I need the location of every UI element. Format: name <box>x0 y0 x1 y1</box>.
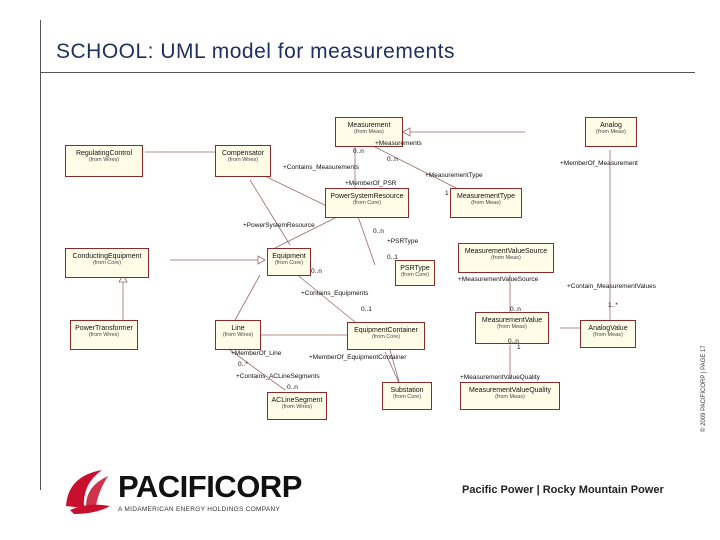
class-package: (from Meas) <box>497 324 527 330</box>
class-name: PowerSystemResource <box>330 193 404 200</box>
label-multiplicity: 0..n <box>287 384 298 391</box>
class-name: MeasurementValueQuality <box>469 387 551 394</box>
label-member-of-line: +MemberOf_Line <box>231 350 282 357</box>
class-name: MeasurementValueSource <box>464 248 548 255</box>
class-name: Measurement <box>347 122 391 129</box>
class-package: (from Meas) <box>491 255 521 261</box>
class-name: Equipment <box>272 253 306 260</box>
uml-class-line <box>215 320 261 350</box>
frame-vertical-line <box>40 20 41 490</box>
class-package: (from Core) <box>392 394 422 400</box>
class-name: Compensator <box>221 150 265 157</box>
logo-wordmark: PACIFICORP <box>118 469 302 504</box>
class-name: RegulatingControl <box>75 150 133 157</box>
class-name: MeasurementType <box>457 193 515 200</box>
label-multiplicity: 1 <box>445 190 449 197</box>
class-name: PSRType <box>400 265 430 272</box>
class-package: (from Meas) <box>471 200 501 206</box>
uml-class-measurement-type <box>450 188 522 218</box>
class-name: EquipmentContainer <box>354 327 418 334</box>
class-package: (from Wires) <box>227 157 259 163</box>
uml-class-compensator <box>215 145 271 177</box>
uml-class-equipment-container <box>347 322 425 350</box>
label-measurement-value-source: +MeasurementValueSource <box>458 276 539 283</box>
class-name: PowerTransformer <box>75 325 133 332</box>
uml-class-power-transformer <box>70 320 138 350</box>
label-multiplicity: 0..1 <box>361 306 372 313</box>
logo-mark-icon <box>62 466 114 518</box>
uml-class-regulating-control <box>65 145 143 177</box>
class-package: (from Core) <box>352 200 382 206</box>
uml-class-psr-type <box>395 260 435 286</box>
label-multiplicity: 0..n <box>508 338 519 345</box>
label-contain-measurement-values: +Contain_MeasurementValues <box>567 283 656 290</box>
label-multiplicity: 0..n <box>387 156 398 163</box>
class-name: MeasurementValue <box>481 317 543 324</box>
class-name: ACLineSegment <box>271 397 323 404</box>
label-contains-equipments: +Contains_Equipments <box>301 290 369 297</box>
class-name: ConductingEquipment <box>72 253 142 260</box>
uml-class-measurement-value-source <box>458 243 554 273</box>
class-name: Line <box>231 325 245 332</box>
pacificorp-logo <box>62 466 312 526</box>
uml-class-power-system-resource <box>325 188 409 218</box>
brand-names: Pacific Power | Rocky Mountain Power <box>462 484 664 496</box>
label-multiplicity: 1 <box>517 344 521 351</box>
uml-class-analog-value <box>580 320 636 348</box>
label-member-of-psr: +MemberOf_PSR <box>345 180 397 187</box>
class-package: (from Meas) <box>596 129 626 135</box>
label-contains-aclinesegments: +Contains_ACLineSegments <box>236 373 320 380</box>
class-name: Analog <box>600 122 622 129</box>
class-package: (from Meas) <box>495 394 525 400</box>
label-contains-measurements: +Contains_Measurements <box>283 164 360 171</box>
label-member-of-equipment-container: +MemberOf_EquipmentContainer <box>309 354 407 361</box>
label-multiplicity: 0..* <box>238 361 248 368</box>
label-multiplicity: 0..n <box>510 306 521 313</box>
class-package: (from Meas) <box>354 129 384 135</box>
label-measurement-type: +MeasurementType <box>425 172 483 179</box>
class-name: AnalogValue <box>588 325 628 332</box>
label-multiplicity: 1..* <box>608 302 618 309</box>
label-measurements: +Measurements <box>375 140 422 147</box>
uml-diagram <box>55 80 695 450</box>
class-package: (from Wires) <box>222 332 254 338</box>
uml-class-measurement-value-quality <box>460 382 560 410</box>
label-power-system-resource: +PowerSystemResource <box>243 222 315 229</box>
uml-class-conducting-equipment <box>65 248 149 278</box>
class-package: (from Core) <box>92 260 122 266</box>
label-multiplicity: 0..n <box>311 268 322 275</box>
side-copyright-text: © 2009 PACIFICORP | PAGE 17 <box>701 345 707 432</box>
class-package: (from Meas) <box>593 332 623 338</box>
class-package: (from Core) <box>274 260 304 266</box>
class-package: (from Core) <box>371 334 401 340</box>
label-multiplicity: 0..n <box>373 228 384 235</box>
uml-class-equipment <box>267 248 311 276</box>
class-package: (from Wires) <box>88 332 120 338</box>
frame-horizontal-line <box>40 72 695 73</box>
uml-class-analog <box>585 117 637 147</box>
class-name: Substation <box>390 387 424 394</box>
class-package: (from Wires) <box>281 404 313 410</box>
label-measurement-value-quality: +MeasurementValueQuality <box>460 374 540 381</box>
slide-title: SCHOOL: UML model for measurements <box>56 40 456 63</box>
uml-class-aclinesegment <box>267 392 327 420</box>
uml-class-substation <box>382 382 432 410</box>
class-package: (from Wires) <box>88 157 120 163</box>
label-multiplicity: 0..n <box>353 148 364 155</box>
label-multiplicity: 0..1 <box>387 254 398 261</box>
label-psr-type: +PSRType <box>387 238 419 245</box>
label-member-of-measurement: +MemberOf_Measurement <box>560 160 638 167</box>
class-package: (from Core) <box>400 272 430 278</box>
logo-subtitle: A MIDAMERICAN ENERGY HOLDINGS COMPANY <box>118 506 281 513</box>
